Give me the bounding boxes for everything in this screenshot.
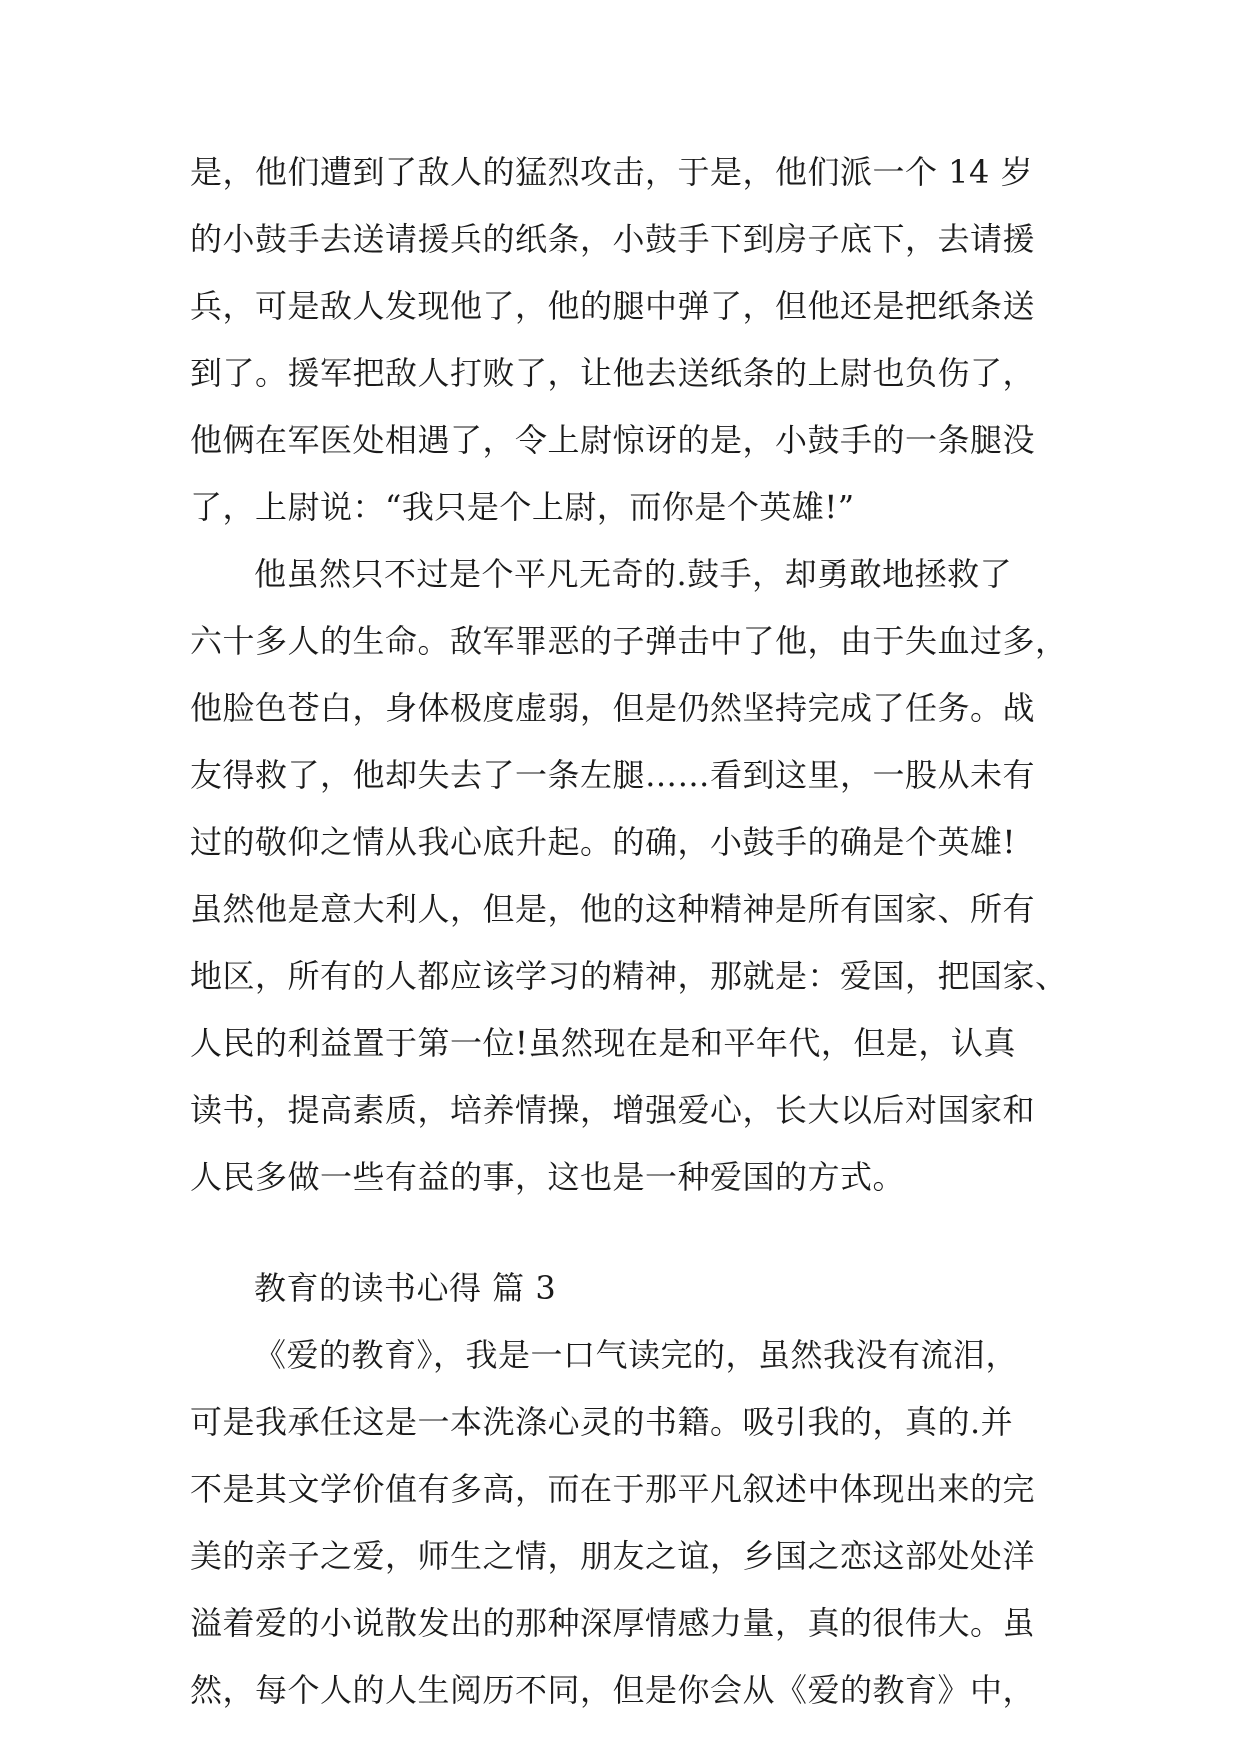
body-text-line: 是，他们遭到了敌人的猛烈攻击，于是，他们派一个 14 岁 xyxy=(190,153,1034,191)
body-text-line: 人民的利益置于第一位!虽然现在是和平年代，但是，认真 xyxy=(190,1024,1016,1062)
body-text-line: 美的亲子之爱，师生之情，朋友之谊，乡国之恋这部处处洋 xyxy=(190,1537,1036,1575)
body-text-line: 人民多做一些有益的事，这也是一种爱国的方式。 xyxy=(190,1158,906,1196)
body-text-line: 到了。援军把敌人打败了，让他去送纸条的上尉也负伤了， xyxy=(190,354,1036,392)
body-text-line: 了，上尉说：“我只是个上尉，而你是个英雄!” xyxy=(190,488,855,526)
body-text-line: 六十多人的生命。敌军罪恶的子弹击中了他，由于失血过多， xyxy=(190,622,1068,660)
body-text-line: 他脸色苍白，身体极度虚弱，但是仍然坚持完成了任务。战 xyxy=(190,689,1036,727)
body-text-line: 地区，所有的人都应该学习的精神，那就是：爱国，把国家、 xyxy=(190,957,1068,995)
body-text-line: 他虽然只不过是个平凡无奇的.鼓手，却勇敢地拯救了 xyxy=(254,555,1013,593)
section-heading: 教育的读书心得 篇 3 xyxy=(254,1269,557,1307)
body-text-line: 溢着爱的小说散发出的那种深厚情感力量，真的很伟大。虽 xyxy=(190,1604,1036,1642)
body-text-line: 的小鼓手去送请援兵的纸条，小鼓手下到房子底下，去请援 xyxy=(190,220,1036,258)
body-text-line: 可是我承任这是一本洗涤心灵的书籍。吸引我的，真的.并 xyxy=(190,1403,1014,1441)
body-text-line: 读书，提高素质，培养情操，增强爱心，长大以后对国家和 xyxy=(190,1091,1036,1129)
body-text-line: 然，每个人的人生阅历不同，但是你会从《爱的教育》中， xyxy=(190,1671,1036,1709)
body-text-line: 不是其文学价值有多高，而在于那平凡叙述中体现出来的完 xyxy=(190,1470,1036,1508)
body-text-line: 过的敬仰之情从我心底升起。的确，小鼓手的确是个英雄! xyxy=(190,823,1016,861)
body-text-line: 友得救了，他却失去了一条左腿……看到这里，一股从未有 xyxy=(190,756,1036,794)
body-text-line: 《爱的教育》，我是一口气读完的，虽然我没有流泪， xyxy=(254,1336,1019,1374)
body-text-line: 虽然他是意大利人，但是，他的这种精神是所有国家、所有 xyxy=(190,890,1036,928)
body-text-line: 兵，可是敌人发现他了，他的腿中弹了，但他还是把纸条送 xyxy=(190,287,1036,325)
body-text-line: 他俩在军医处相遇了，令上尉惊讶的是，小鼓手的一条腿没 xyxy=(190,421,1036,459)
